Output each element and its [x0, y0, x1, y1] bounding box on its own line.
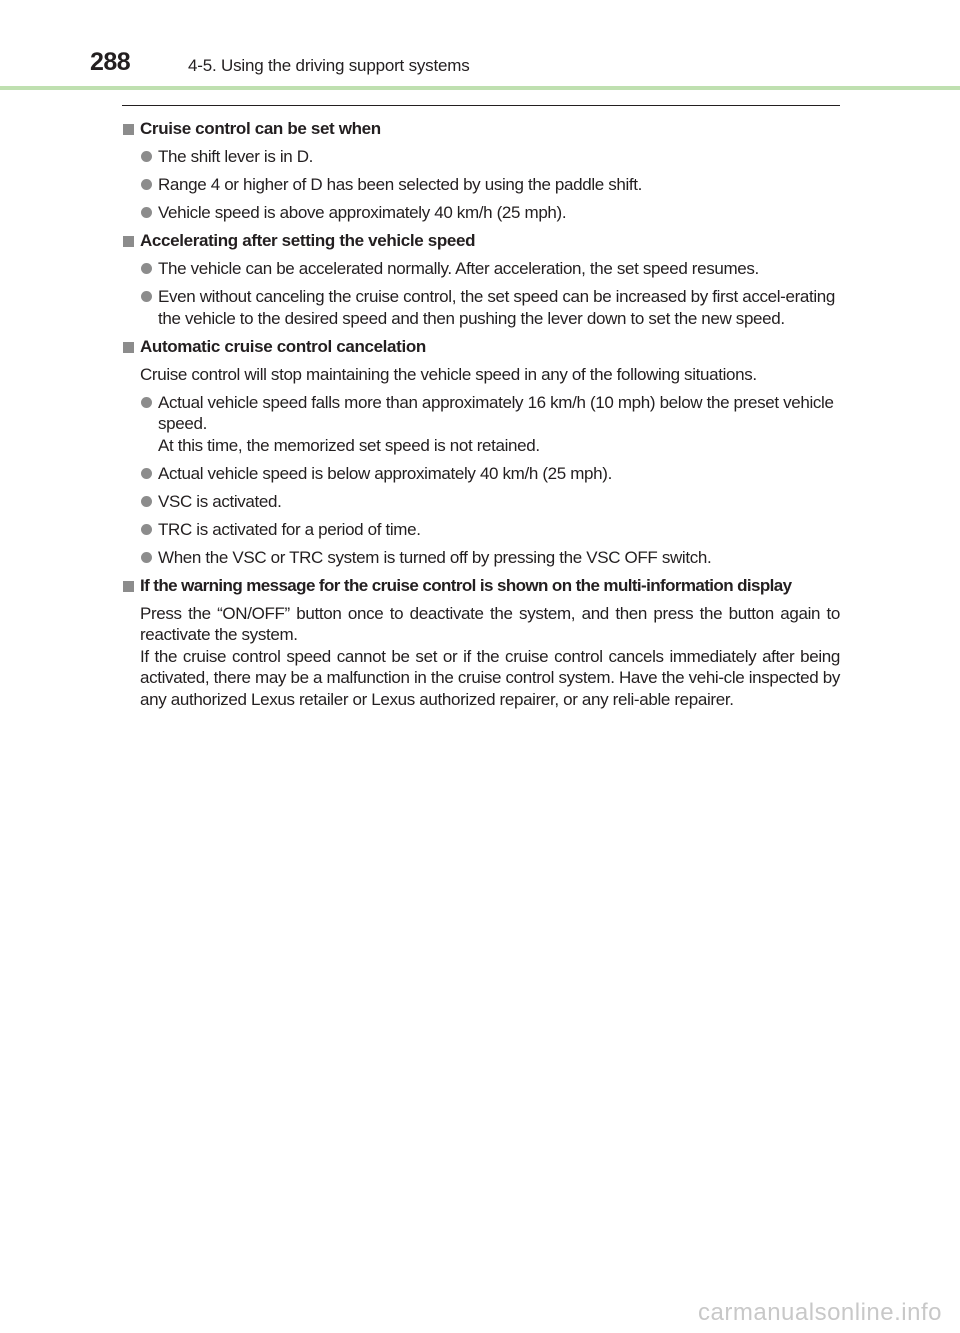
section-heading-warning-message — [122, 575, 840, 597]
list-item-text: VSC is activated. — [158, 491, 282, 511]
list-item-text: Actual vehicle speed falls more than approximately 16 km/h (10 mph) below the preset vehicle speed. — [158, 392, 834, 433]
section-heading-cancelation — [122, 336, 840, 358]
header-rule — [0, 86, 960, 90]
list-item-text: Actual vehicle speed is below approximately 40 km/h (25 mph). — [158, 463, 612, 483]
watermark: carmanualsonline.info — [698, 1299, 942, 1326]
heading-text: Cruise control can be set when — [140, 119, 381, 138]
circle-bullet-icon — [141, 151, 152, 162]
circle-bullet-icon — [141, 552, 152, 563]
list-item-text: The shift lever is in D. — [158, 147, 314, 166]
page-header — [0, 0, 960, 90]
paragraph-text: Press the “ON/OFF” button once to deactivate the system, and then press the button again to reactivate the system. — [140, 603, 840, 644]
circle-bullet-icon — [141, 397, 152, 408]
list-item — [122, 286, 840, 329]
list-item — [122, 547, 840, 569]
list-item — [122, 202, 840, 224]
paragraph-text: If the cruise control speed cannot be set or if the cruise control cancels immediately after being activated, there may be a malfunction in the cruise control system. Have the vehi-cle inspected by any authorized Lexus retailer or Lexus authorized repairer, or any reli-able repairer. — [140, 646, 840, 709]
circle-bullet-icon — [141, 179, 152, 190]
list-item-text: Vehicle speed is above approximately 40 km/h (25 mph). — [158, 203, 567, 222]
heading-text: Accelerating after setting the vehicle speed — [140, 231, 476, 250]
page-content — [122, 118, 840, 710]
content-top-rule — [122, 105, 840, 106]
square-bullet-icon — [123, 124, 134, 135]
list-item-text: The vehicle can be accelerated normally. After acceleration, the set speed resumes. — [158, 259, 759, 278]
page-number: 288 — [90, 48, 131, 76]
list-item — [122, 519, 840, 541]
list-item — [122, 491, 840, 513]
section-title: 4-5. Using the driving support systems — [188, 56, 470, 75]
heading-text: If the warning message for the cruise control is shown on the multi-information display — [140, 575, 792, 595]
section-paragraph — [122, 603, 840, 711]
list-item — [122, 174, 840, 196]
square-bullet-icon — [123, 581, 134, 592]
heading-text: Automatic cruise control cancelation — [140, 336, 426, 356]
square-bullet-icon — [123, 342, 134, 353]
circle-bullet-icon — [141, 291, 152, 302]
list-item-note: At this time, the memorized set speed is not retained. — [158, 435, 540, 455]
list-item-text: When the VSC or TRC system is turned off by pressing the VSC OFF switch. — [158, 547, 712, 567]
circle-bullet-icon — [141, 496, 152, 507]
section-heading-accelerating — [122, 230, 840, 252]
circle-bullet-icon — [141, 263, 152, 274]
list-item-text: Even without canceling the cruise control, the set speed can be increased by first accel-erating the vehicle to the desired speed and then pushing the lever down to set the new speed. — [158, 287, 836, 328]
list-item-text: TRC is activated for a period of time. — [158, 519, 421, 539]
circle-bullet-icon — [141, 524, 152, 535]
section-intro: Cruise control will stop maintaining the vehicle speed in any of the following situations. — [140, 364, 757, 384]
list-item — [122, 258, 840, 280]
circle-bullet-icon — [141, 468, 152, 479]
list-item-text: Range 4 or higher of D has been selected by using the paddle shift. — [158, 175, 643, 194]
square-bullet-icon — [123, 236, 134, 247]
list-item — [122, 146, 840, 168]
circle-bullet-icon — [141, 207, 152, 218]
list-item — [122, 392, 840, 457]
section-heading-cruise-set — [122, 118, 840, 140]
list-item — [122, 463, 840, 485]
